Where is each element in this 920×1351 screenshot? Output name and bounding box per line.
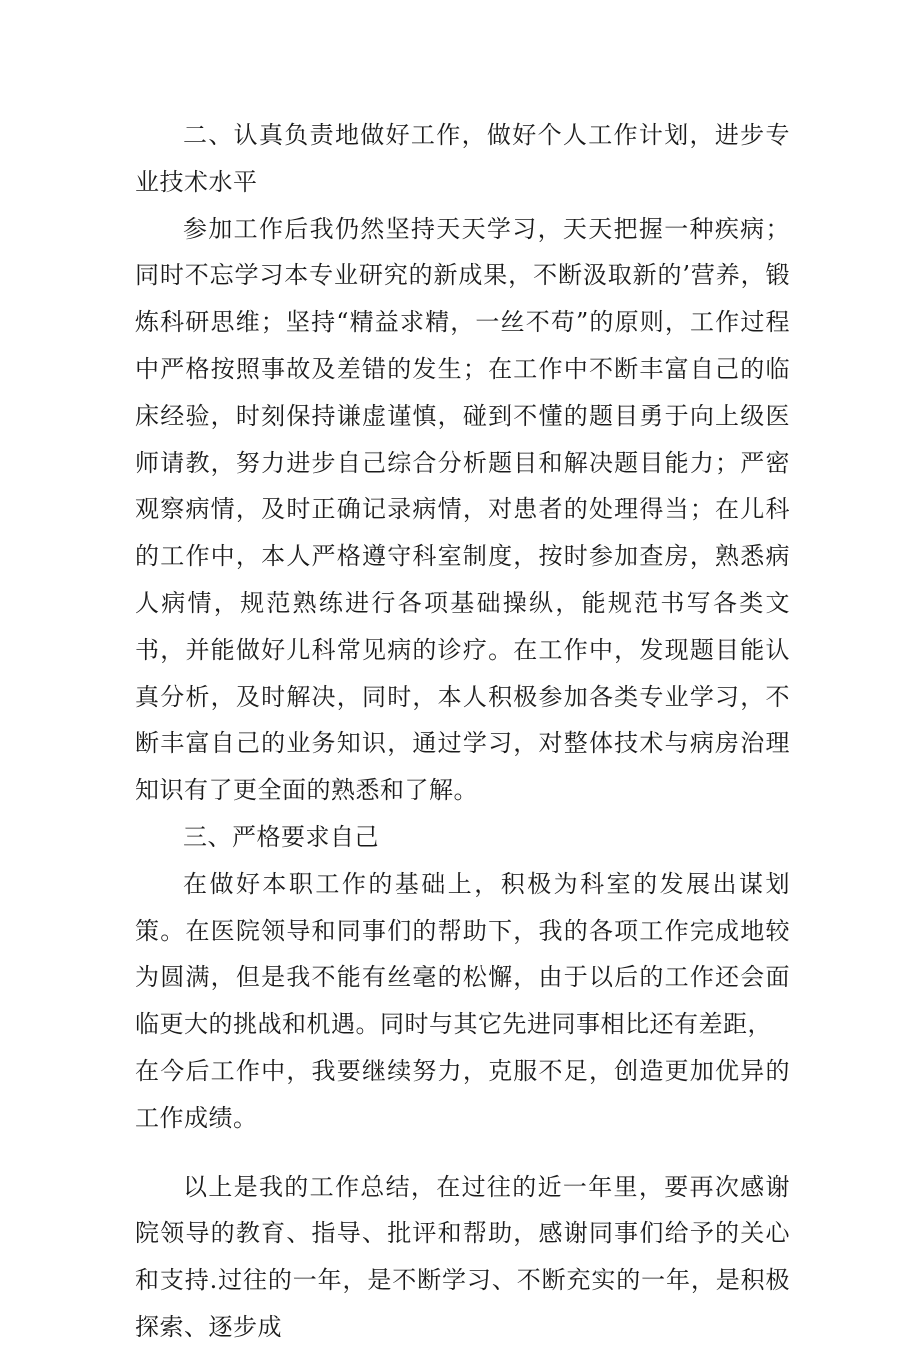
section-body-2: 参加工作后我仍然坚持天天学习，天天把握一种疾病；同时不忘学习本专业研究的新成果，不断汲取新的’营养，锻炼科研思维；坚持“精益求精，一丝不苟”的原则，工作过程中严格按照事故及差错的发生；在工作中不断丰富自己的临床经验，时刻保持谦虚谨慎，碰到不懂的题目勇于向上级医师请教，努力进步自己综合分析题目和解决题目能力；严密观察病情，及时正确记录病情，对患者的处理得当；在儿科的工作中，本人严格遵守科室制度，按时参加查房，熟悉病人病情，规范熟练进行各项基础操纵，能规范书写各类文书，并能做好儿科常见病的诊疗。在工作中，发现题目能认真分析，及时解决，同时，本人积极参加各类专业学习，不断丰富自己的业务知识，通过学习，对整体技术与病房治理知识有了更全面的熟悉和了解。 xyxy=(135,214,790,805)
section-heading-2: 二、认真负责地做好工作，做好个人工作计划，进步专业技术水平 xyxy=(135,121,790,196)
closing-paragraph: 以上是我的工作总结，在过往的近一年里，要再次感谢院领导的教育、指导、批评和帮助，感谢同事们给予的关心和支持.过往的一年，是不断学习、不断充实的一年，是积极探索、逐步成 xyxy=(135,1172,790,1341)
document-body xyxy=(135,112,790,1351)
section-body-3-continuation: 在今后工作中，我要继续努力，克服不足，创造更加优异的工作成绩。 xyxy=(135,1056,790,1132)
section-heading-3: 三、严格要求自己 xyxy=(183,822,379,851)
section-body-3: 在做好本职工作的基础上，积极为科室的发展出谋划策。在医院领导和同事们的帮助下，我的各项工作完成地较为圆满，但是我不能有丝毫的松懈，由于以后的工作还会面临更大的挑战和机遇。同时与其它先进同事相比还有差距， xyxy=(135,869,790,1039)
